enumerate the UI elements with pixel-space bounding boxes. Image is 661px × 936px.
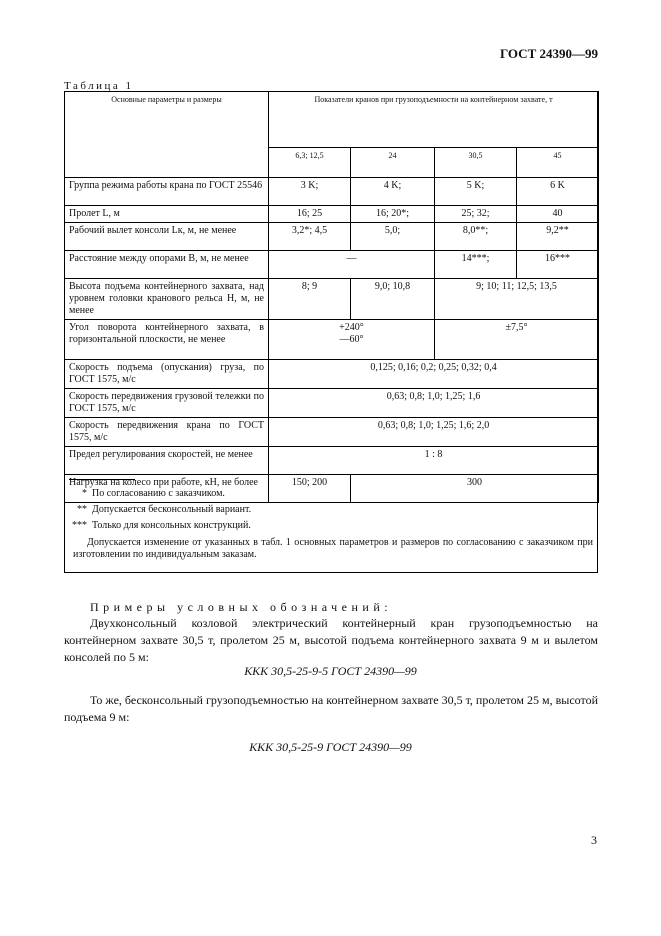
value-cell: 40 <box>517 206 599 223</box>
table-row <box>65 251 599 279</box>
capacity-header: 24 <box>351 148 435 178</box>
value-cell: 300 <box>351 475 599 503</box>
param-cell: Скорость подъема (опускания) груза, по ГОСТ 1575, м/с <box>65 360 269 389</box>
value-cell: 14***; <box>435 251 517 279</box>
standard-header: ГОСТ 24390—99 <box>499 46 598 61</box>
param-cell: Скорость передвижения крана по ГОСТ 1575, м/с <box>65 418 269 447</box>
angle-plus: +240° <box>339 322 364 333</box>
footnote-text: Допускается бесконсольный вариант. <box>92 504 252 515</box>
param-cell: Высота подъема контейнерного захвата, над уровнем головки кранового рельса H, м, не менее <box>65 279 269 320</box>
param-cell: Нагрузка на колесо при работе, кН, не более <box>65 475 269 503</box>
table-caption: Таблица 1 <box>64 80 134 92</box>
param-header: Основные параметры и размеры <box>65 92 269 178</box>
footnote-mark: * <box>82 488 87 499</box>
table-row <box>65 279 599 320</box>
footnote-text: По согласованию с заказчиком. <box>92 488 225 499</box>
value-cell: 16; 25 <box>269 206 351 223</box>
value-cell: 4 K; <box>351 178 435 206</box>
table-row <box>65 178 599 206</box>
value-cell: 5 K; <box>435 178 517 206</box>
param-cell: Рабочий вылет консоли Lк, м, не менее <box>65 223 269 251</box>
value-cell: 16; 20*; <box>351 206 435 223</box>
example-text-2: То же, бесконсольный грузоподъемностью на контейнерном захвате 30,5 т, пролетом 25 м, высотой подъема 9 м: <box>64 693 598 724</box>
value-cell: 16*** <box>517 251 599 279</box>
footnote <box>65 487 597 500</box>
param-cell: Группа режима работы крана по ГОСТ 25546 <box>65 178 269 206</box>
table-row <box>65 223 599 251</box>
value-cell: 9,0; 10,8 <box>351 279 435 320</box>
table-row <box>65 360 599 389</box>
value-cell: — <box>269 251 435 279</box>
table-header-row <box>65 92 599 148</box>
table-row <box>65 447 599 475</box>
parameters-table <box>64 91 599 503</box>
value-cell: 1 : 8 <box>269 447 599 475</box>
value-cell: 3 K; <box>269 178 351 206</box>
footnote-separator <box>69 479 135 480</box>
value-cell: 0,63; 0,8; 1,0; 1,25; 1,6; 2,0 <box>269 418 599 447</box>
capacity-header: 30,5 <box>435 148 517 178</box>
value-cell: 5,0; <box>351 223 435 251</box>
footnote <box>65 503 597 516</box>
footnote-text: Только для консольных конструкций. <box>92 520 251 531</box>
value-cell <box>269 320 435 360</box>
value-cell: 8; 9 <box>269 279 351 320</box>
value-cell: ±7,5° <box>435 320 599 360</box>
value-cell: 25; 32; <box>435 206 517 223</box>
group-header: Показатели кранов при грузоподъемности на контейнерном захвате, т <box>269 92 599 148</box>
angle-minus: —60° <box>339 334 364 345</box>
table-note: Допускается изменение от указанных в табл. 1 основных параметров и размеров по согласованию с заказчиком при изготовлении по индивидуальным заказам. <box>73 537 593 560</box>
footnote <box>65 519 597 532</box>
param-cell: Скорость передвижения грузовой тележки по ГОСТ 1575, м/с <box>65 389 269 418</box>
value-cell: 0,125; 0,16; 0,2; 0,25; 0,32; 0,4 <box>269 360 599 389</box>
value-cell: 8,0**; <box>435 223 517 251</box>
param-cell: Расстояние между опорами B, м, не менее <box>65 251 269 279</box>
table-row <box>65 320 599 360</box>
table-row <box>65 206 599 223</box>
table-row <box>65 418 599 447</box>
param-cell: Пролет L, м <box>65 206 269 223</box>
param-cell: Угол поворота контейнерного захвата, в горизонтальной плоскости, не менее <box>65 320 269 360</box>
table-row <box>65 389 599 418</box>
footnote-mark: ** <box>77 504 87 515</box>
value-cell: 9; 10; 11; 12,5; 13,5 <box>435 279 599 320</box>
param-cell: Предел регулирования скоростей, не менее <box>65 447 269 475</box>
page-number: 3 <box>591 833 597 847</box>
value-cell: 150; 200 <box>269 475 351 503</box>
footnote-mark: *** <box>72 520 87 531</box>
value-cell: 0,63; 0,8; 1,0; 1,25; 1,6 <box>269 389 599 418</box>
example-text-1: Двухконсольный козловой электрический контейнерный кран грузоподъемностью на контейнерном захвате 30,5 т, пролетом 25 м, высотой подъема контейнерного захвата 9 м и вылетом консолей по 5 м: <box>64 616 598 664</box>
value-cell: 6 K <box>517 178 599 206</box>
formula-1: ККК 30,5-25-9-5 ГОСТ 24390—99 <box>244 664 417 678</box>
capacity-header: 6,3; 12,5 <box>269 148 351 178</box>
value-cell: 3,2*; 4,5 <box>269 223 351 251</box>
examples-title: Примеры условных обозначений: <box>90 600 393 614</box>
table-frame <box>64 91 598 573</box>
capacity-header: 45 <box>517 148 599 178</box>
value-cell: 9,2** <box>517 223 599 251</box>
formula-2: ККК 30,5-25-9 ГОСТ 24390—99 <box>249 740 412 754</box>
